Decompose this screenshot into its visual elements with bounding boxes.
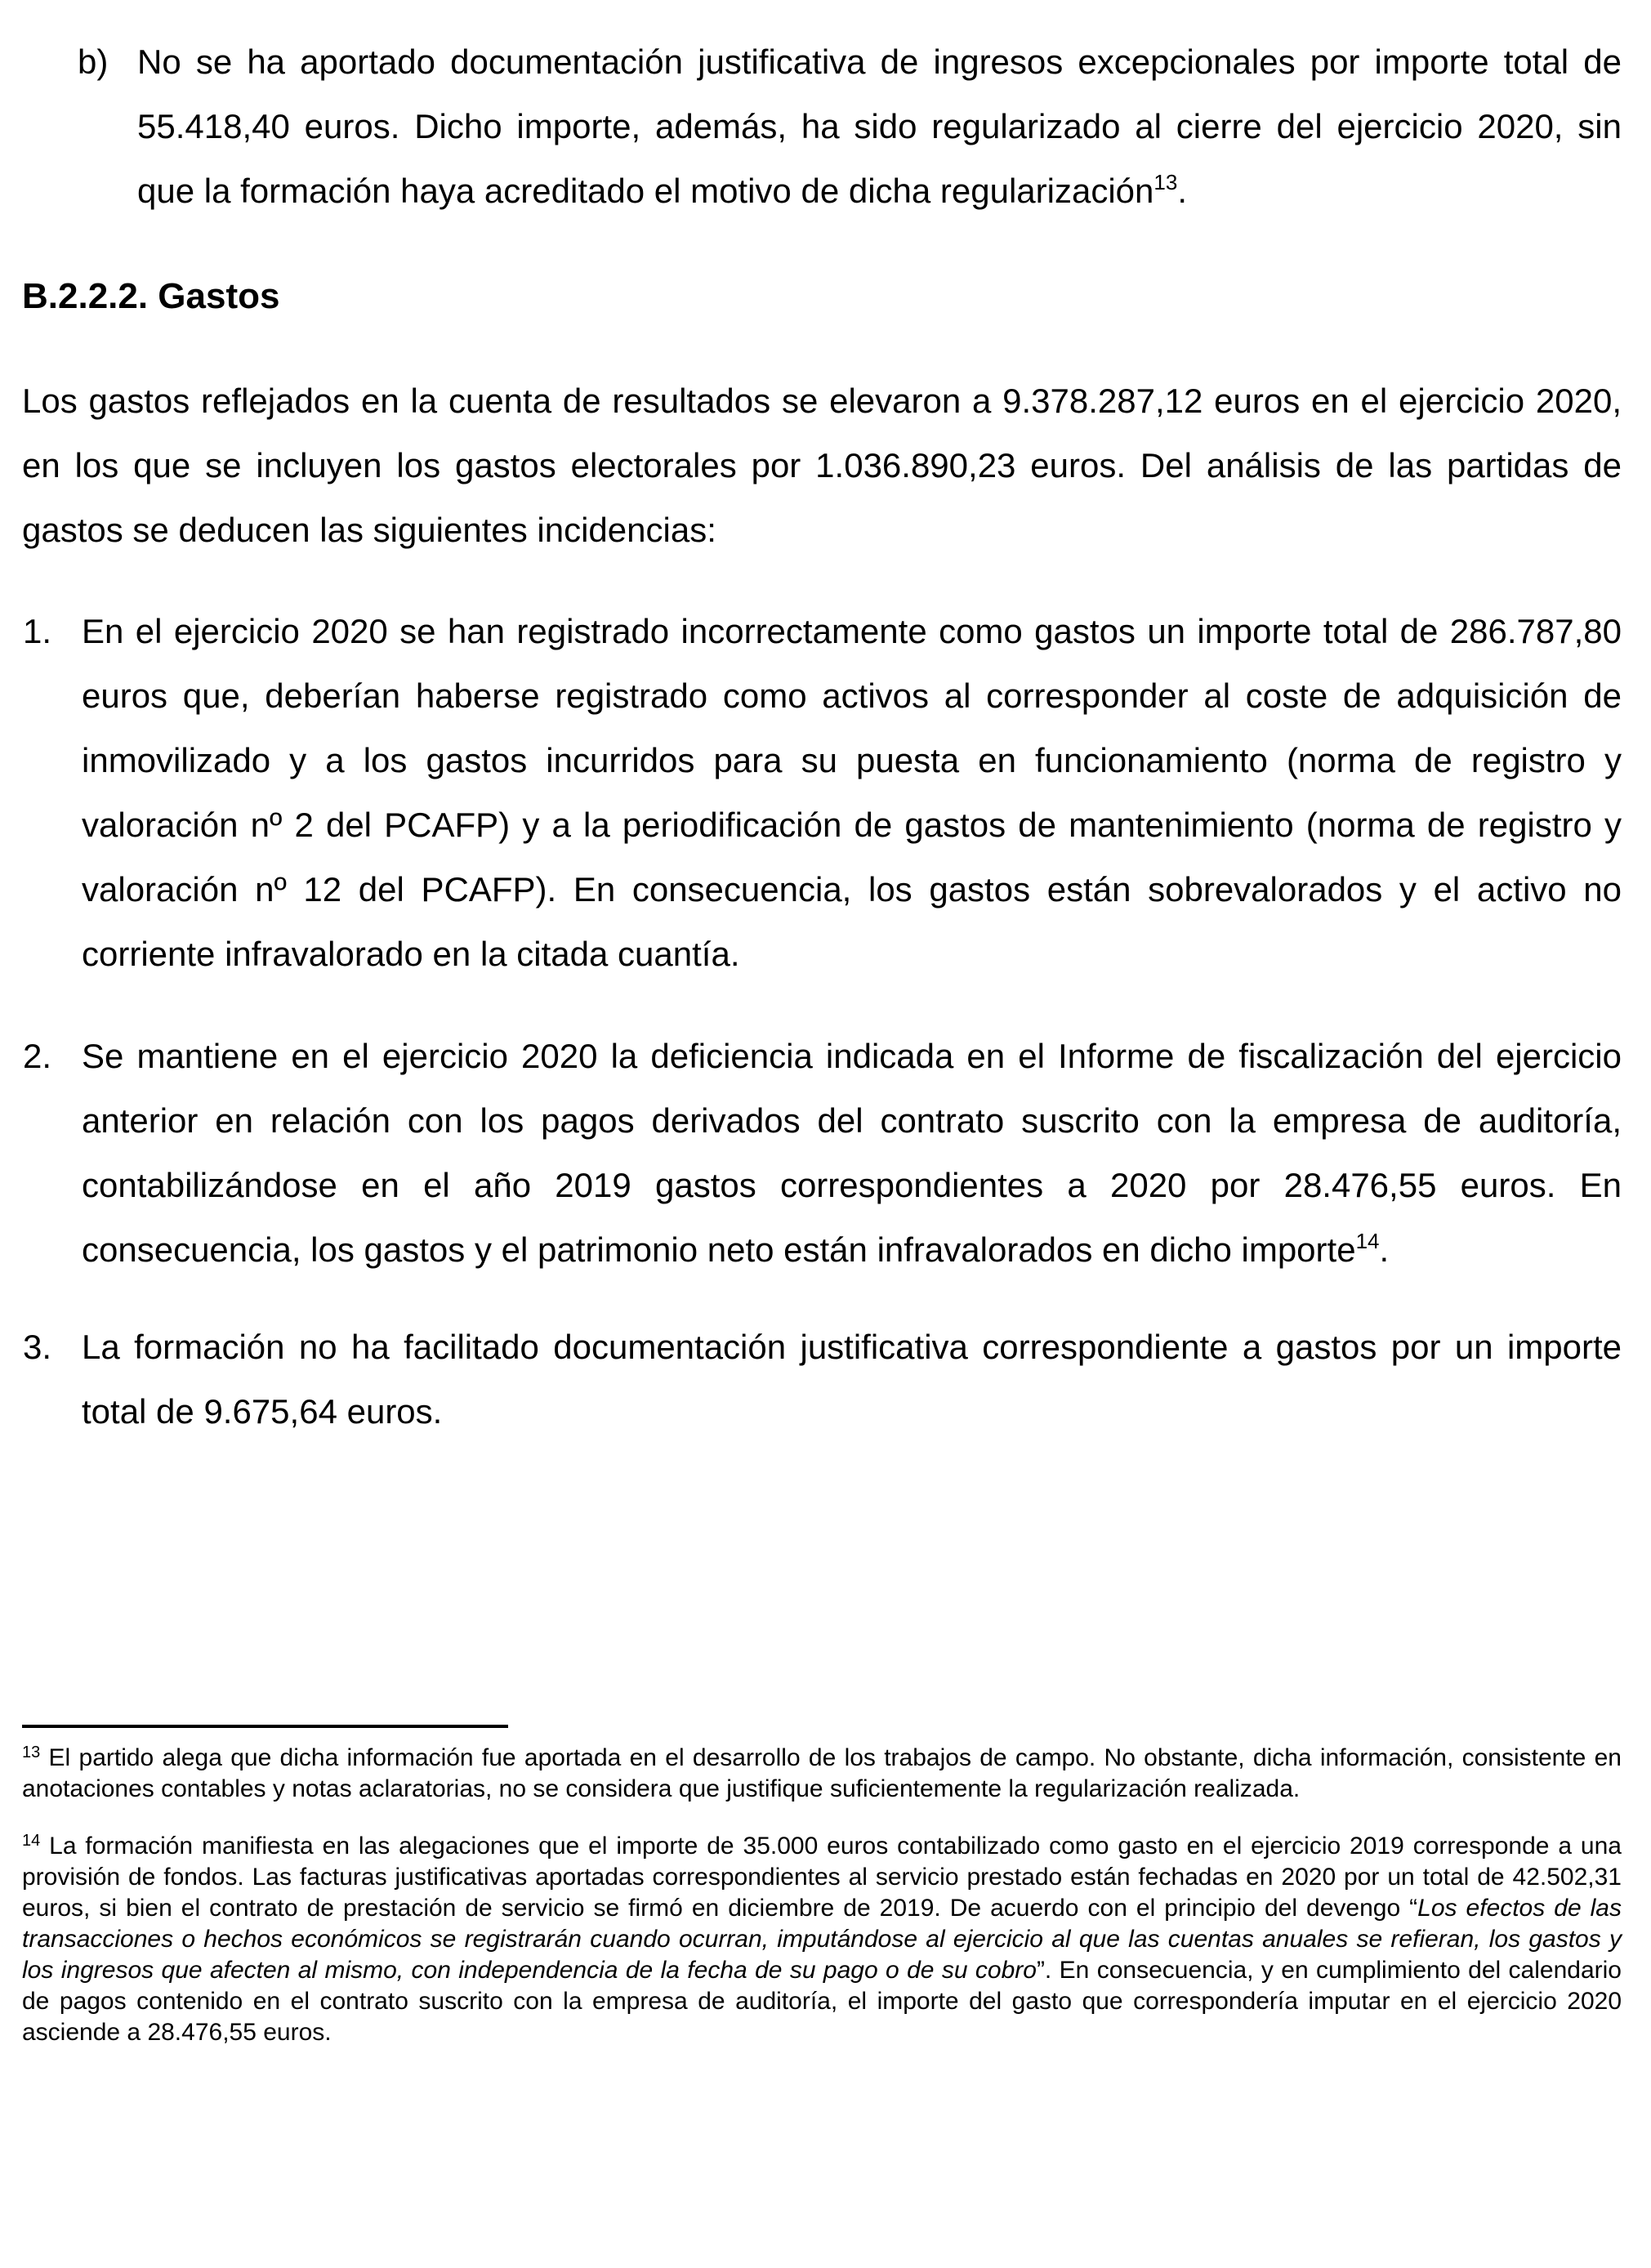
- footnote-14-text-before-quote: La formación manifiesta en las alegaciones que el importe de 35.000 euros contabilizado como gasto en el ejercicio 2019 corresponde a una provisión de fondos. Las facturas justificativas aportadas correspondientes al servicio prestado están fechadas en 2020 por un total de 42.502,31 euros, si bien el contrato de prestación de servicio se firmó en diciembre de 2019. De acuerdo con el principio del devengo “: [22, 1833, 1622, 1922]
- list-marker-b: b): [78, 42, 109, 81]
- list-item-2-period: .: [1379, 1230, 1390, 1269]
- list-item-2: [22, 1024, 1622, 1282]
- footnote-reference-13: 13: [1153, 170, 1178, 194]
- list-marker-3: 3.: [23, 1328, 52, 1366]
- list-item-3-text: La formación no ha facilitado documentación justificativa correspondiente a gastos por un importe total de 9.675,64 euros.: [82, 1328, 1622, 1431]
- list-marker-1: 1.: [23, 612, 52, 650]
- footnote-reference-14: 14: [1355, 1229, 1380, 1253]
- footnote-13-text: El partido alega que dicha información fue aportada en el desarrollo de los trabajos de campo. No obstante, dicha información, consistente en anotaciones contables y notas aclaratorias, no se considera que justifique suficientemente la regularización realizada.: [22, 1744, 1622, 1802]
- footnote-separator: [22, 1725, 508, 1728]
- list-item-b-period: .: [1177, 172, 1187, 210]
- intro-paragraph: Los gastos reflejados en la cuenta de resultados se elevaron a 9.378.287,12 euros en el ejercicio 2020, en los que se incluyen los gastos electorales por 1.036.890,23 euros. Del análisis de las partidas de gastos se deducen las siguientes incidencias:: [22, 382, 1622, 549]
- footnote-14: [22, 1831, 1622, 2048]
- list-marker-2: 2.: [23, 1037, 52, 1075]
- footnote-13-number: 13: [22, 1743, 41, 1761]
- list-item-1: [22, 599, 1622, 986]
- section-heading: B.2.2.2. Gastos: [22, 276, 280, 316]
- list-item-b-text: No se ha aportado documentación justificativa de ingresos excepcionales por importe total de 55.418,40 euros. Dicho importe, además, ha sido regularizado al cierre del ejercicio 2020, sin que la formación haya acreditado el motivo de dicha regularización: [137, 42, 1622, 210]
- list-item-b: [22, 29, 1622, 223]
- list-item-1-text: En el ejercicio 2020 se han registrado incorrectamente como gastos un importe total de 286.787,80 euros que, deberían haberse registrado como activos al corresponder al coste de adquisición de inmovilizado y a los gastos incurridos para su puesta en funcionamiento (norma de registro y valoración nº 2 del PCAFP) y a la periodificación de gastos de mantenimiento (norma de registro y valoración nº 12 del PCAFP). En consecuencia, los gastos están sobrevalorados y el activo no corriente infravalorado en la citada cuantía.: [82, 612, 1622, 973]
- footnote-14-quote-italic: Los efectos de las transacciones o hechos económicos se registrarán cuando ocurran, imputándose al ejercicio al que las cuentas anuales se refieran, los gastos y los ingresos que afecten al mismo, con independencia de la fecha de su pago o de su cobro: [22, 1895, 1622, 1984]
- footnote-14-number: 14: [22, 1832, 41, 1850]
- footnote-14-text-after-quote: ”. En consecuencia, y en cumplimiento del calendario de pagos contenido en el contrato suscrito con la empresa de auditoría, el importe del gasto que correspondería imputar en el ejercicio 2020 asciende a 28.476,55 euros.: [22, 1957, 1622, 2046]
- list-item-2-text: Se mantiene en el ejercicio 2020 la deficiencia indicada en el Informe de fiscalización del ejercicio anterior en relación con los pagos derivados del contrato suscrito con la empresa de auditoría, contabilizándose en el año 2019 gastos correspondientes a 2020 por 28.476,55 euros. En consecuencia, los gastos y el patrimonio neto están infravalorados en dicho importe: [82, 1037, 1622, 1269]
- footnote-13: [22, 1743, 1622, 1805]
- list-item-3: [22, 1315, 1622, 1444]
